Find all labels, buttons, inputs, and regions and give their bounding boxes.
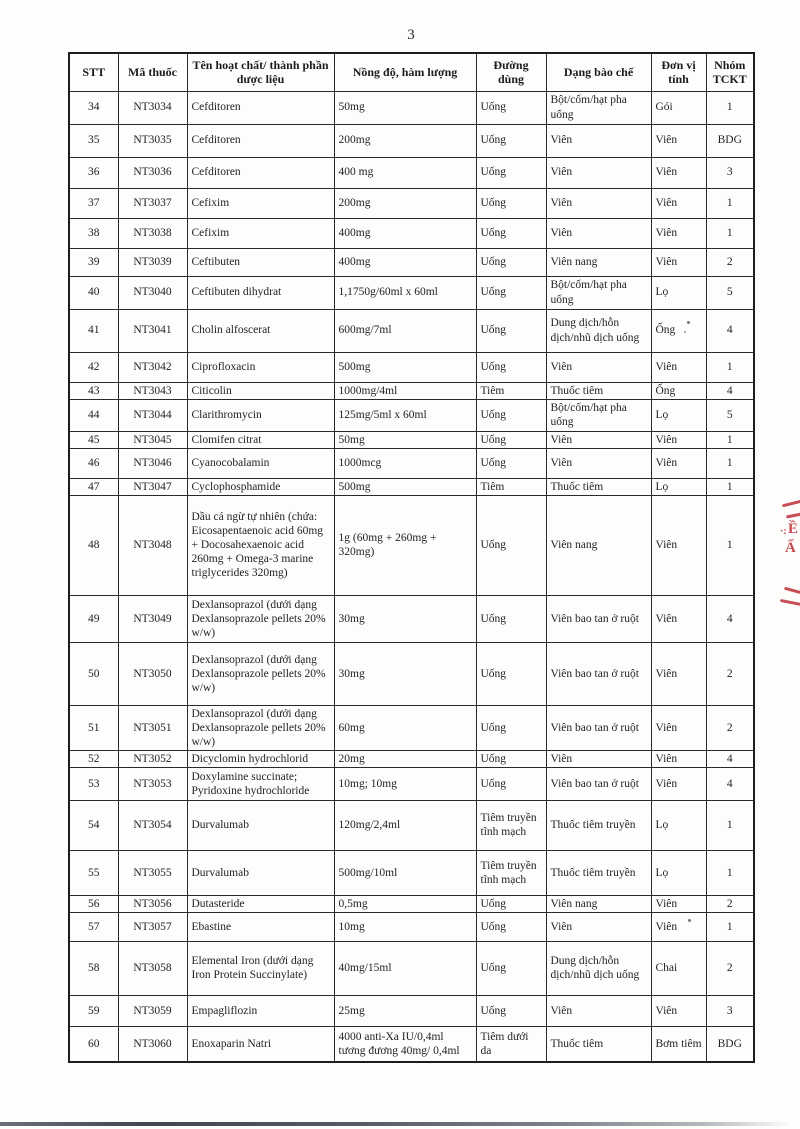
cell-strength: 125mg/5ml x 60ml	[334, 399, 476, 431]
stamp-stroke	[786, 512, 800, 518]
table-row	[69, 767, 754, 800]
table-row	[69, 382, 754, 399]
cell-strength: 0,5mg	[334, 895, 476, 912]
column-header-7: Nhóm TCKT	[706, 53, 754, 91]
cell-route: Uống	[476, 91, 546, 124]
cell-name: Clarithromycin	[187, 399, 334, 431]
table-row	[69, 800, 754, 850]
cell-code: NT3039	[118, 248, 187, 276]
cell-strength: 1000mg/4ml	[334, 382, 476, 399]
column-header-6: Đơn vị tính	[651, 53, 706, 91]
cell-code: NT3051	[118, 705, 187, 750]
cell-route: Uống	[476, 309, 546, 352]
cell-route: Uống	[476, 495, 546, 595]
cell-code: NT3052	[118, 750, 187, 767]
cell-code: NT3049	[118, 595, 187, 642]
page-number: 3	[407, 27, 415, 43]
cell-form: Viên	[546, 912, 651, 941]
cell-name: Ceftibuten dihydrat	[187, 276, 334, 309]
cell-group: 4	[706, 767, 754, 800]
cell-unit: Viên	[651, 895, 706, 912]
cell-code: NT3059	[118, 995, 187, 1026]
cell-form: Viên	[546, 352, 651, 382]
cell-stt: 43	[69, 382, 118, 399]
cell-unit: Viên	[651, 124, 706, 157]
cell-route: Uống	[476, 767, 546, 800]
cell-code: NT3056	[118, 895, 187, 912]
table-row	[69, 157, 754, 188]
cell-stt: 49	[69, 595, 118, 642]
cell-code: NT3040	[118, 276, 187, 309]
cell-stt: 59	[69, 995, 118, 1026]
stamp-stroke	[780, 599, 800, 606]
cell-name: Citicolin	[187, 382, 334, 399]
cell-unit: Viên	[651, 188, 706, 218]
cell-group: 1	[706, 431, 754, 448]
table-row	[69, 495, 754, 595]
cell-stt: 55	[69, 850, 118, 895]
cell-route: Uống	[476, 276, 546, 309]
cell-stt: 41	[69, 309, 118, 352]
table-row	[69, 448, 754, 478]
cell-strength: 120mg/2,4ml	[334, 800, 476, 850]
cell-stt: 54	[69, 800, 118, 850]
cell-form: Viên	[546, 124, 651, 157]
cell-name: Durvalumab	[187, 850, 334, 895]
stamp-stroke	[782, 500, 800, 508]
cell-form: Bột/cốm/hạt pha uống	[546, 276, 651, 309]
table-row	[69, 91, 754, 124]
cell-group: 1	[706, 495, 754, 595]
cell-unit: Viên	[651, 595, 706, 642]
cell-unit: Viên	[651, 352, 706, 382]
table-row	[69, 248, 754, 276]
cell-stt: 37	[69, 188, 118, 218]
cell-stt: 57	[69, 912, 118, 941]
cell-group: 1	[706, 91, 754, 124]
cell-stt: 56	[69, 895, 118, 912]
cell-code: NT3038	[118, 218, 187, 248]
cell-strength: 10mg; 10mg	[334, 767, 476, 800]
cell-name: Dutasteride	[187, 895, 334, 912]
cell-name: Cefixim	[187, 188, 334, 218]
cell-strength: 400mg	[334, 218, 476, 248]
cell-form: Thuốc tiêm	[546, 382, 651, 399]
table-row	[69, 478, 754, 495]
cell-route: Uống	[476, 399, 546, 431]
cell-strength: 200mg	[334, 124, 476, 157]
cell-name: Dầu cá ngừ tự nhiên (chứa: Eicosapentaenoic acid 60mg + Docosahexaenoic acid 260mg + Omega-3 marine triglycerides 320mg)	[187, 495, 334, 595]
cell-name: Dexlansoprazol (dưới dạng Dexlansoprazole pellets 20% w/w)	[187, 595, 334, 642]
cell-form: Viên bao tan ở ruột	[546, 642, 651, 705]
table-row	[69, 1026, 754, 1062]
cell-code: NT3047	[118, 478, 187, 495]
cell-form: Viên nang	[546, 895, 651, 912]
cell-code: NT3035	[118, 124, 187, 157]
cell-stt: 60	[69, 1026, 118, 1062]
cell-code: NT3043	[118, 382, 187, 399]
cell-group: BDG	[706, 124, 754, 157]
cell-group: 1	[706, 850, 754, 895]
cell-strength: 200mg	[334, 188, 476, 218]
cell-stt: 46	[69, 448, 118, 478]
cell-form: Viên	[546, 750, 651, 767]
cell-route: Uống	[476, 124, 546, 157]
cell-code: NT3034	[118, 91, 187, 124]
cell-unit: Viên	[651, 218, 706, 248]
cell-route: Uống	[476, 895, 546, 912]
cell-name: Durvalumab	[187, 800, 334, 850]
scan-bottom-edge	[0, 1122, 800, 1126]
cell-stt: 53	[69, 767, 118, 800]
cell-group: 1	[706, 800, 754, 850]
cell-code: NT3037	[118, 188, 187, 218]
cell-stt: 36	[69, 157, 118, 188]
cell-strength: 20mg	[334, 750, 476, 767]
cell-group: 3	[706, 995, 754, 1026]
cell-stt: 40	[69, 276, 118, 309]
cell-group: 5	[706, 276, 754, 309]
column-header-4: Đường dùng	[476, 53, 546, 91]
cell-name: Dexlansoprazol (dưới dạng Dexlansoprazole pellets 20% w/w)	[187, 705, 334, 750]
cell-unit: Viên	[651, 495, 706, 595]
cell-unit: Lọ	[651, 276, 706, 309]
stamp-letter: Ấ	[785, 540, 797, 556]
cell-name: Cefditoren	[187, 91, 334, 124]
cell-strength: 60mg	[334, 705, 476, 750]
cell-name: Empagliflozin	[187, 995, 334, 1026]
stamp-stroke	[784, 587, 800, 595]
scan-artifact-dot	[688, 919, 691, 922]
cell-strength: 600mg/7ml	[334, 309, 476, 352]
cell-stt: 35	[69, 124, 118, 157]
cell-code: NT3046	[118, 448, 187, 478]
cell-name: Cyclophosphamide	[187, 478, 334, 495]
cell-code: NT3055	[118, 850, 187, 895]
cell-strength: 30mg	[334, 642, 476, 705]
cell-name: Ebastine	[187, 912, 334, 941]
cell-stt: 51	[69, 705, 118, 750]
cell-route: Uống	[476, 431, 546, 448]
cell-group: 1	[706, 448, 754, 478]
cell-form: Viên bao tan ở ruột	[546, 595, 651, 642]
stamp-letter: Ề	[788, 521, 800, 537]
table-row	[69, 941, 754, 995]
cell-unit: Chai	[651, 941, 706, 995]
cell-unit: Bơm tiêm	[651, 1026, 706, 1062]
cell-name: Cefditoren	[187, 157, 334, 188]
cell-unit: Viên	[651, 642, 706, 705]
cell-group: 1	[706, 478, 754, 495]
cell-group: 4	[706, 382, 754, 399]
cell-group: 4	[706, 309, 754, 352]
cell-stt: 38	[69, 218, 118, 248]
cell-form: Viên bao tan ở ruột	[546, 705, 651, 750]
cell-group: 2	[706, 941, 754, 995]
table-row	[69, 750, 754, 767]
table-row	[69, 642, 754, 705]
cell-code: NT3041	[118, 309, 187, 352]
cell-strength: 50mg	[334, 431, 476, 448]
cell-strength: 1,1750g/60ml x 60ml	[334, 276, 476, 309]
table-row	[69, 309, 754, 352]
cell-group: 1	[706, 218, 754, 248]
cell-route: Uống	[476, 157, 546, 188]
cell-strength: 10mg	[334, 912, 476, 941]
table-row	[69, 124, 754, 157]
column-header-5: Dạng bào chế	[546, 53, 651, 91]
cell-unit: Viên	[651, 157, 706, 188]
cell-route: Uống	[476, 352, 546, 382]
cell-route: Uống	[476, 941, 546, 995]
cell-code: NT3060	[118, 1026, 187, 1062]
cell-strength: 500mg/10ml	[334, 850, 476, 895]
cell-route: Uống	[476, 248, 546, 276]
table-row	[69, 895, 754, 912]
cell-route: Tiêm truyền tĩnh mạch	[476, 850, 546, 895]
cell-form: Viên	[546, 157, 651, 188]
cell-name: Cyanocobalamin	[187, 448, 334, 478]
cell-route: Uống	[476, 448, 546, 478]
cell-form: Thuốc tiêm truyền	[546, 850, 651, 895]
cell-stt: 44	[69, 399, 118, 431]
cell-group: 3	[706, 157, 754, 188]
cell-strength: 40mg/15ml	[334, 941, 476, 995]
cell-group: 4	[706, 595, 754, 642]
cell-unit: Viên	[651, 705, 706, 750]
column-header-2: Tên hoạt chất/ thành phần dược liệu	[187, 53, 334, 91]
cell-group: 1	[706, 352, 754, 382]
cell-code: NT3058	[118, 941, 187, 995]
cell-unit: Lọ	[651, 478, 706, 495]
cell-code: NT3053	[118, 767, 187, 800]
cell-code: NT3042	[118, 352, 187, 382]
cell-stt: 47	[69, 478, 118, 495]
cell-unit: Lọ	[651, 850, 706, 895]
cell-group: 4	[706, 750, 754, 767]
cell-unit: Viên	[651, 912, 706, 941]
cell-route: Tiêm truyền tĩnh mạch	[476, 800, 546, 850]
cell-stt: 42	[69, 352, 118, 382]
cell-route: Uống	[476, 995, 546, 1026]
table-row	[69, 276, 754, 309]
cell-stt: 48	[69, 495, 118, 595]
cell-group: BDG	[706, 1026, 754, 1062]
cell-form: Viên	[546, 188, 651, 218]
cell-group: 2	[706, 248, 754, 276]
table-row	[69, 399, 754, 431]
cell-name: Ceftibuten	[187, 248, 334, 276]
cell-unit: Viên	[651, 995, 706, 1026]
cell-form: Viên nang	[546, 248, 651, 276]
cell-strength: 1g (60mg + 260mg + 320mg)	[334, 495, 476, 595]
cell-code: NT3045	[118, 431, 187, 448]
cell-strength: 4000 anti-Xa IU/0,4ml tương đương 40mg/ 0,4ml	[334, 1026, 476, 1062]
cell-name: Cholin alfoscerat	[187, 309, 334, 352]
table-row	[69, 850, 754, 895]
drug-table	[68, 52, 755, 1063]
table-row	[69, 352, 754, 382]
cell-name: Elemental Iron (dưới dạng Iron Protein Succinylate)	[187, 941, 334, 995]
cell-code: NT3048	[118, 495, 187, 595]
cell-unit: Ống	[651, 309, 706, 352]
cell-route: Tiêm	[476, 478, 546, 495]
cell-strength: 500mg	[334, 352, 476, 382]
cell-strength: 500mg	[334, 478, 476, 495]
table-header-row	[69, 53, 754, 91]
cell-strength: 30mg	[334, 595, 476, 642]
cell-stt: 50	[69, 642, 118, 705]
cell-form: Dung dịch/hỗn dịch/nhũ dịch uống	[546, 309, 651, 352]
cell-form: Dung dịch/hỗn dịch/nhũ dịch uống	[546, 941, 651, 995]
stamp-ink-dots: ·:	[780, 526, 787, 537]
cell-unit: Viên	[651, 448, 706, 478]
table-row	[69, 188, 754, 218]
cell-form: Viên	[546, 448, 651, 478]
cell-name: Cefditoren	[187, 124, 334, 157]
scan-artifact-dot	[684, 331, 686, 333]
cell-stt: 39	[69, 248, 118, 276]
cell-code: NT3036	[118, 157, 187, 188]
table-row	[69, 595, 754, 642]
cell-unit: Viên	[651, 750, 706, 767]
cell-group: 2	[706, 642, 754, 705]
cell-route: Uống	[476, 642, 546, 705]
cell-group: 5	[706, 399, 754, 431]
cell-form: Viên nang	[546, 495, 651, 595]
cell-name: Ciprofloxacin	[187, 352, 334, 382]
cell-name: Dexlansoprazol (dưới dạng Dexlansoprazole pellets 20% w/w)	[187, 642, 334, 705]
cell-route: Tiêm	[476, 382, 546, 399]
table-row	[69, 995, 754, 1026]
table-header	[69, 53, 754, 91]
cell-stt: 58	[69, 941, 118, 995]
scan-artifact-dot	[687, 321, 690, 324]
cell-code: NT3050	[118, 642, 187, 705]
cell-unit: Ống	[651, 382, 706, 399]
cell-unit: Lọ	[651, 399, 706, 431]
cell-form: Viên bao tan ở ruột	[546, 767, 651, 800]
cell-group: 1	[706, 912, 754, 941]
column-header-1: Mã thuốc	[118, 53, 187, 91]
cell-name: Enoxaparin Natri	[187, 1026, 334, 1062]
cell-group: 2	[706, 705, 754, 750]
cell-form: Bột/cốm/hạt pha uống	[546, 399, 651, 431]
cell-unit: Gói	[651, 91, 706, 124]
cell-name: Clomifen citrat	[187, 431, 334, 448]
cell-group: 1	[706, 188, 754, 218]
cell-form: Viên	[546, 218, 651, 248]
cell-unit: Viên	[651, 248, 706, 276]
column-header-3: Nồng độ, hàm lượng	[334, 53, 476, 91]
cell-unit: Lọ	[651, 800, 706, 850]
cell-route: Tiêm dưới da	[476, 1026, 546, 1062]
cell-code: NT3057	[118, 912, 187, 941]
cell-form: Viên	[546, 431, 651, 448]
table-row	[69, 705, 754, 750]
cell-form: Viên	[546, 995, 651, 1026]
cell-name: Doxylamine succinate; Pyridoxine hydrochloride	[187, 767, 334, 800]
table-row	[69, 218, 754, 248]
cell-route: Uống	[476, 750, 546, 767]
cell-form: Bột/cốm/hạt pha uống	[546, 91, 651, 124]
cell-strength: 400mg	[334, 248, 476, 276]
cell-code: NT3044	[118, 399, 187, 431]
cell-form: Thuốc tiêm	[546, 478, 651, 495]
cell-route: Uống	[476, 218, 546, 248]
cell-unit: Viên	[651, 431, 706, 448]
table-row	[69, 431, 754, 448]
cell-name: Cefixim	[187, 218, 334, 248]
cell-form: Thuốc tiêm truyền	[546, 800, 651, 850]
cell-form: Thuốc tiêm	[546, 1026, 651, 1062]
cell-route: Uống	[476, 595, 546, 642]
cell-strength: 50mg	[334, 91, 476, 124]
cell-strength: 400 mg	[334, 157, 476, 188]
cell-strength: 25mg	[334, 995, 476, 1026]
column-header-0: STT	[69, 53, 118, 91]
cell-stt: 52	[69, 750, 118, 767]
cell-unit: Viên	[651, 767, 706, 800]
cell-code: NT3054	[118, 800, 187, 850]
cell-stt: 45	[69, 431, 118, 448]
cell-route: Uống	[476, 705, 546, 750]
cell-stt: 34	[69, 91, 118, 124]
cell-group: 2	[706, 895, 754, 912]
cell-route: Uống	[476, 912, 546, 941]
cell-route: Uống	[476, 188, 546, 218]
cell-name: Dicyclomin hydrochlorid	[187, 750, 334, 767]
table-row	[69, 912, 754, 941]
cell-strength: 1000mcg	[334, 448, 476, 478]
